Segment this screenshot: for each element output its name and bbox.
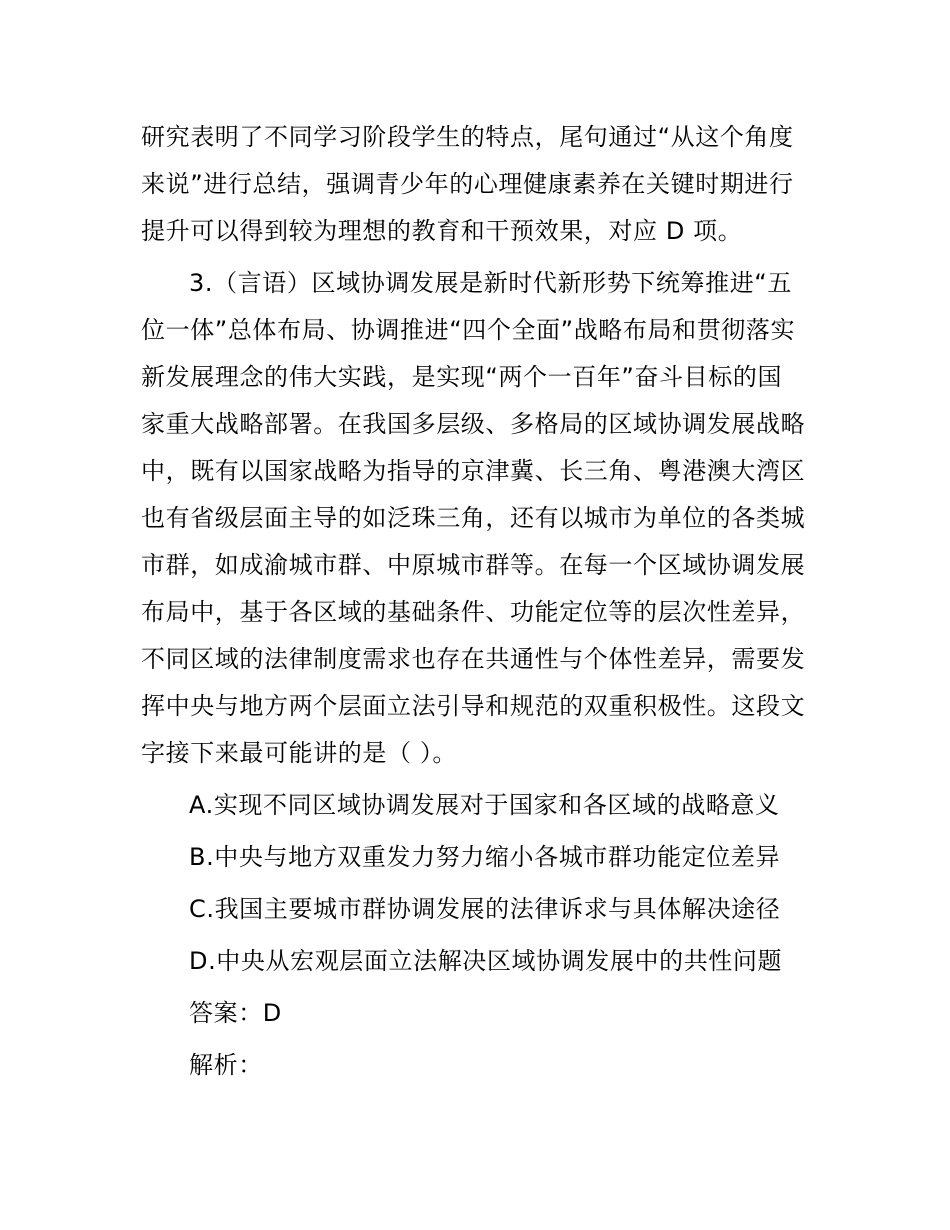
text-line: 家重大战略部署。在我国多层级、多格局的区域协调发展战略 (141, 410, 806, 438)
text-line: 市群，如成渝城市群、中原城市群等。在每一个区域协调发展 (141, 551, 806, 579)
option-b: B.中央与地方双重发力努力缩小各城市群功能定位差异 (189, 843, 781, 871)
option-a: A.实现不同区域协调发展对于国家和各区域的战略意义 (189, 791, 780, 819)
option-c: C.我国主要城市群协调发展的法律诉求与具体解决途径 (189, 895, 781, 923)
text-line: 提升可以得到较为理想的教育和干预效果，对应 D 项。 (141, 217, 743, 245)
text-line: 来说”进行总结，强调青少年的心理健康素养在关键时期进行 (141, 170, 794, 198)
question-first-line: 3.（言语）区域协调发展是新时代新形势下统筹推进“五 (189, 269, 792, 297)
text-line: 新发展理念的伟大实践，是实现“两个一百年”奋斗目标的国 (141, 363, 783, 391)
text-line: 也有省级层面主导的如泛珠三角，还有以城市为单位的各类城 (141, 504, 806, 532)
analysis-label: 解析： (189, 1051, 263, 1079)
text-line: 位一体”总体布局、协调推进“四个全面”战略布局和贯彻落实 (141, 316, 796, 344)
answer-line: 答案：D (189, 999, 282, 1027)
text-line: 不同区域的法律制度需求也存在共通性与个体性差异，需要发 (141, 645, 806, 673)
text-line: 中，既有以国家战略为指导的京津冀、长三角、粤港澳大湾区 (141, 457, 806, 485)
text-line: 布局中，基于各区域的基础条件、功能定位等的层次性差异， (141, 598, 806, 626)
option-d: D.中央从宏观层面立法解决区域协调发展中的共性问题 (189, 947, 783, 975)
text-line: 研究表明了不同学习阶段学生的特点，尾句通过“从这个角度 (141, 123, 794, 151)
text-line: 字接下来最可能讲的是（ ）。 (141, 739, 458, 767)
text-line: 挥中央与地方两个层面立法引导和规范的双重积极性。这段文 (141, 692, 806, 720)
